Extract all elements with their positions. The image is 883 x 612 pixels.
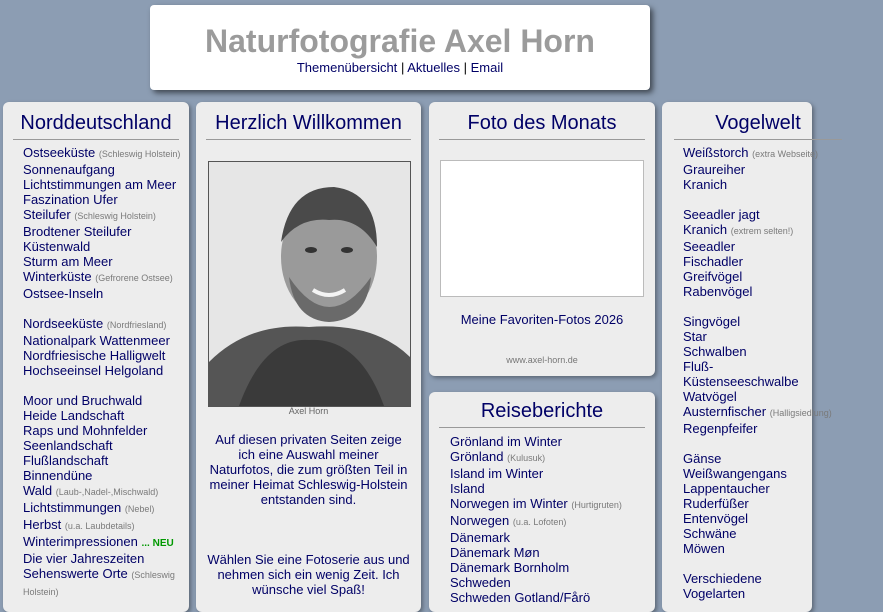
list-item	[23, 566, 183, 600]
list-item-link[interactable]: Möwen	[683, 541, 725, 556]
list-item	[683, 145, 883, 162]
list-item	[683, 389, 883, 404]
list-item	[450, 575, 650, 590]
list-item-note: (Schleswig Holstein)	[23, 570, 175, 597]
list-item	[450, 496, 650, 513]
list-item-link[interactable]: Nordseeküste	[23, 316, 104, 331]
list-item-link[interactable]: Faszination Ufer	[23, 192, 118, 207]
list-item	[683, 404, 883, 421]
nav-email-link[interactable]: Email	[470, 60, 504, 75]
list-item	[23, 393, 183, 408]
foto-des-monats-panel	[429, 102, 655, 376]
list-item-link[interactable]: Regenpfeifer	[683, 421, 758, 436]
list-item-link[interactable]: Hochseeinsel Helgoland	[23, 363, 164, 378]
list-item	[683, 284, 883, 299]
list-item-link[interactable]: Singvögel	[683, 314, 741, 329]
list-item	[23, 363, 183, 378]
photo-caption: Axel Horn	[288, 406, 329, 416]
list-item-note: (Kulusuk)	[507, 453, 546, 463]
list-item	[450, 434, 650, 449]
list-item	[683, 526, 883, 541]
list-item	[23, 177, 183, 192]
list-item	[683, 541, 883, 556]
vogelwelt-panel	[662, 102, 832, 612]
norddeutschland-panel	[3, 102, 189, 612]
list-item	[23, 162, 183, 177]
list-item-link[interactable]: Norwegen im Winter	[450, 496, 568, 511]
list-item	[683, 344, 883, 359]
welcome-panel	[196, 102, 421, 612]
list-item-link[interactable]: Brodtener Steilufer	[23, 224, 132, 239]
list-item-link[interactable]: Verschiedene	[683, 571, 762, 586]
vogelwelt-title: Vogelwelt	[674, 112, 842, 140]
list-item-link[interactable]: Nordfriesische Halligwelt	[23, 348, 166, 363]
list-item-link[interactable]: Lappentaucher	[683, 481, 770, 496]
list-item	[683, 329, 883, 344]
list-item	[683, 496, 883, 511]
list-item-link[interactable]: Graureiher	[683, 162, 746, 177]
list-spacer	[683, 299, 883, 314]
list-item-link[interactable]: Fischadler	[683, 254, 743, 269]
list-item-link[interactable]: Sturm am Meer	[23, 254, 113, 269]
foto-des-monats-title: Foto des Monats	[439, 112, 645, 140]
list-item-link[interactable]: Nationalpark Wattenmeer	[23, 333, 170, 348]
list-item-link[interactable]: Austernfischer	[683, 404, 767, 419]
reiseberichte-panel	[429, 392, 655, 612]
nav-separator: |	[400, 60, 405, 75]
list-item-link[interactable]: Winterküste	[23, 269, 92, 284]
list-item	[450, 449, 650, 466]
list-item	[683, 359, 883, 374]
list-item-note: (u.a. Lofoten)	[512, 517, 567, 527]
list-item-link[interactable]: Lichtstimmungen am Meer	[23, 177, 177, 192]
norddeutschland-title: Norddeutschland	[13, 112, 179, 140]
list-item-note: (Laub-,Nadel-,Mischwald)	[55, 487, 159, 497]
list-item-note: (Hurtigruten)	[571, 500, 622, 510]
list-item	[23, 145, 183, 162]
list-item-link[interactable]: Ostseeküste	[23, 145, 96, 160]
list-item-link[interactable]: Seeadler	[683, 239, 736, 254]
list-item-link[interactable]: Kranich	[683, 222, 728, 237]
list-item-link[interactable]: Island	[450, 481, 485, 496]
list-item-link[interactable]: Küstenseeschwalbe	[683, 374, 799, 389]
list-item	[23, 333, 183, 348]
list-item	[23, 438, 183, 453]
list-spacer	[683, 556, 883, 571]
list-item	[683, 254, 883, 269]
list-item	[23, 192, 183, 207]
list-item	[23, 207, 183, 224]
list-item-link[interactable]: Ruderfüßer	[683, 496, 749, 511]
list-item-link[interactable]: Wald	[23, 483, 53, 498]
list-item	[23, 254, 183, 269]
list-item-link[interactable]: Rabenvögel	[683, 284, 753, 299]
welcome-title: Herzlich Willkommen	[206, 112, 411, 140]
foto-des-monats-image[interactable]	[440, 160, 644, 297]
list-item-link[interactable]: Lichtstimmungen	[23, 500, 122, 515]
list-item	[23, 468, 183, 483]
list-item-link[interactable]: Ostsee-Inseln	[23, 286, 104, 301]
list-item	[23, 453, 183, 468]
list-item-note: (u.a. Laubdetails)	[64, 521, 135, 531]
list-item-note: (Schleswig Holstein)	[74, 211, 156, 221]
list-item-link[interactable]: Gänse	[683, 451, 722, 466]
list-item	[450, 560, 650, 575]
list-item-link[interactable]: Greifvögel	[683, 269, 743, 284]
list-item	[23, 224, 183, 239]
list-item-note: (Schleswig Holstein)	[98, 149, 181, 159]
nav-aktuelles-link[interactable]: Aktuelles	[407, 60, 460, 75]
list-item-link[interactable]: Island im Winter	[450, 466, 544, 481]
list-item	[23, 423, 183, 438]
list-item	[23, 286, 183, 301]
list-item-link[interactable]: Watvögel	[683, 389, 737, 404]
list-item	[450, 530, 650, 545]
list-item	[23, 517, 183, 534]
list-item-note: (Nordfriesland)	[106, 320, 167, 330]
list-item-link[interactable]: Seenlandschaft	[23, 438, 113, 453]
norddeutschland-list	[23, 145, 183, 600]
portrait-photo	[208, 161, 411, 407]
list-item	[683, 586, 883, 601]
list-item	[683, 269, 883, 284]
list-item-link[interactable]: Norwegen	[450, 513, 510, 528]
watermark-text: www.axel-horn.de	[506, 355, 578, 365]
list-item-link[interactable]: Weißwangengans	[683, 466, 787, 481]
header-nav	[150, 60, 650, 75]
list-item	[450, 590, 650, 605]
list-item-note: (extra Webseite)	[752, 149, 818, 159]
list-item-link[interactable]: Steilufer	[23, 207, 71, 222]
list-item	[683, 466, 883, 481]
list-item-note: (Halligsiedlung)	[769, 408, 832, 418]
list-item-note: (extrem selten!)	[730, 226, 794, 236]
reiseberichte-title: Reiseberichte	[439, 400, 645, 428]
list-item	[683, 162, 883, 177]
list-item-link[interactable]: Raps und Mohnfelder	[23, 423, 148, 438]
new-badge: ... NEU	[141, 538, 174, 549]
list-item-link[interactable]: Winterimpressionen	[23, 534, 138, 549]
list-item-link[interactable]: Entenvögel	[683, 511, 749, 526]
list-item	[683, 207, 883, 222]
list-item-link[interactable]: Kranich	[683, 177, 728, 192]
list-item-link[interactable]: Grönland im Winter	[450, 434, 562, 449]
vogelwelt-list	[683, 145, 883, 601]
list-item	[450, 513, 650, 530]
list-item-link[interactable]: Küstenwald	[23, 239, 91, 254]
list-item	[450, 481, 650, 496]
list-item-link[interactable]: Sonnenaufgang	[23, 162, 115, 177]
list-item	[23, 534, 183, 551]
list-item	[683, 222, 883, 239]
list-item	[683, 451, 883, 466]
list-item-link[interactable]: Dänemark	[450, 530, 510, 545]
site-header	[150, 5, 650, 90]
list-item	[23, 408, 183, 423]
list-item-link[interactable]: Vogelarten	[683, 586, 746, 601]
list-spacer	[683, 192, 883, 207]
list-spacer	[23, 301, 183, 316]
list-item-link[interactable]: Sehenswerte Orte	[23, 566, 128, 581]
list-item-link[interactable]: Schweden	[450, 575, 511, 590]
list-item	[23, 269, 183, 286]
list-item	[683, 481, 883, 496]
list-item	[23, 316, 183, 333]
list-item	[683, 177, 883, 192]
list-item	[23, 551, 183, 566]
list-item-link[interactable]: Grönland	[450, 449, 504, 464]
nav-separator: |	[463, 60, 467, 75]
list-item-link[interactable]: Herbst	[23, 517, 62, 532]
list-item	[683, 314, 883, 329]
list-item-link[interactable]: Binnendüne	[23, 468, 93, 483]
list-item	[450, 545, 650, 560]
site-title: Naturfotografie Axel Horn	[205, 23, 595, 59]
list-item-link[interactable]: Schwalben	[683, 344, 747, 359]
list-item-link[interactable]: Flußlandschaft	[23, 453, 109, 468]
portrait-image	[209, 162, 410, 406]
list-spacer	[683, 436, 883, 451]
list-item	[23, 500, 183, 517]
list-item-link[interactable]: Fluß-	[683, 359, 714, 374]
list-item	[450, 466, 650, 481]
list-item-link[interactable]: Weißstorch	[683, 145, 749, 160]
list-item	[23, 348, 183, 363]
list-item-link[interactable]: Schwäne	[683, 526, 737, 541]
list-item-link[interactable]: Heide Landschaft	[23, 408, 125, 423]
favoriten-fotos-link[interactable]: Meine Favoriten-Fotos 2026	[460, 312, 624, 327]
list-item-link[interactable]: Schweden Gotland/Fårö	[450, 590, 591, 605]
list-item	[683, 374, 883, 389]
list-item-link[interactable]: Moor und Bruchwald	[23, 393, 143, 408]
list-item	[683, 511, 883, 526]
nav-themenuebersicht-link[interactable]: Themenübersicht	[296, 60, 398, 75]
list-item-link[interactable]: Dänemark Møn	[450, 545, 540, 560]
list-item	[683, 571, 883, 586]
list-item-note: (Nebel)	[124, 504, 155, 514]
list-item	[23, 483, 183, 500]
reiseberichte-list	[450, 434, 650, 605]
list-item	[23, 239, 183, 254]
welcome-text-2: Wählen Sie eine Fotoserie aus und nehmen sich ein wenig Zeit. Ich wünsche viel Spaß!	[207, 552, 410, 597]
list-item	[683, 239, 883, 254]
welcome-text: Auf diesen privaten Seiten zeige ich eine Auswahl meiner Naturfotos, die zum größten Teil in meiner Heimat Schleswig-Holstein entstanden sind.	[209, 432, 408, 507]
list-spacer	[23, 378, 183, 393]
list-item-link[interactable]: Star	[683, 329, 707, 344]
list-item-link[interactable]: Dänemark Bornholm	[450, 560, 570, 575]
list-item-link[interactable]: Seeadler jagt	[683, 207, 760, 222]
list-item-link[interactable]: Die vier Jahreszeiten	[23, 551, 145, 566]
list-item-note: (Gefrorene Ostsee)	[95, 273, 173, 283]
list-item	[683, 421, 883, 436]
